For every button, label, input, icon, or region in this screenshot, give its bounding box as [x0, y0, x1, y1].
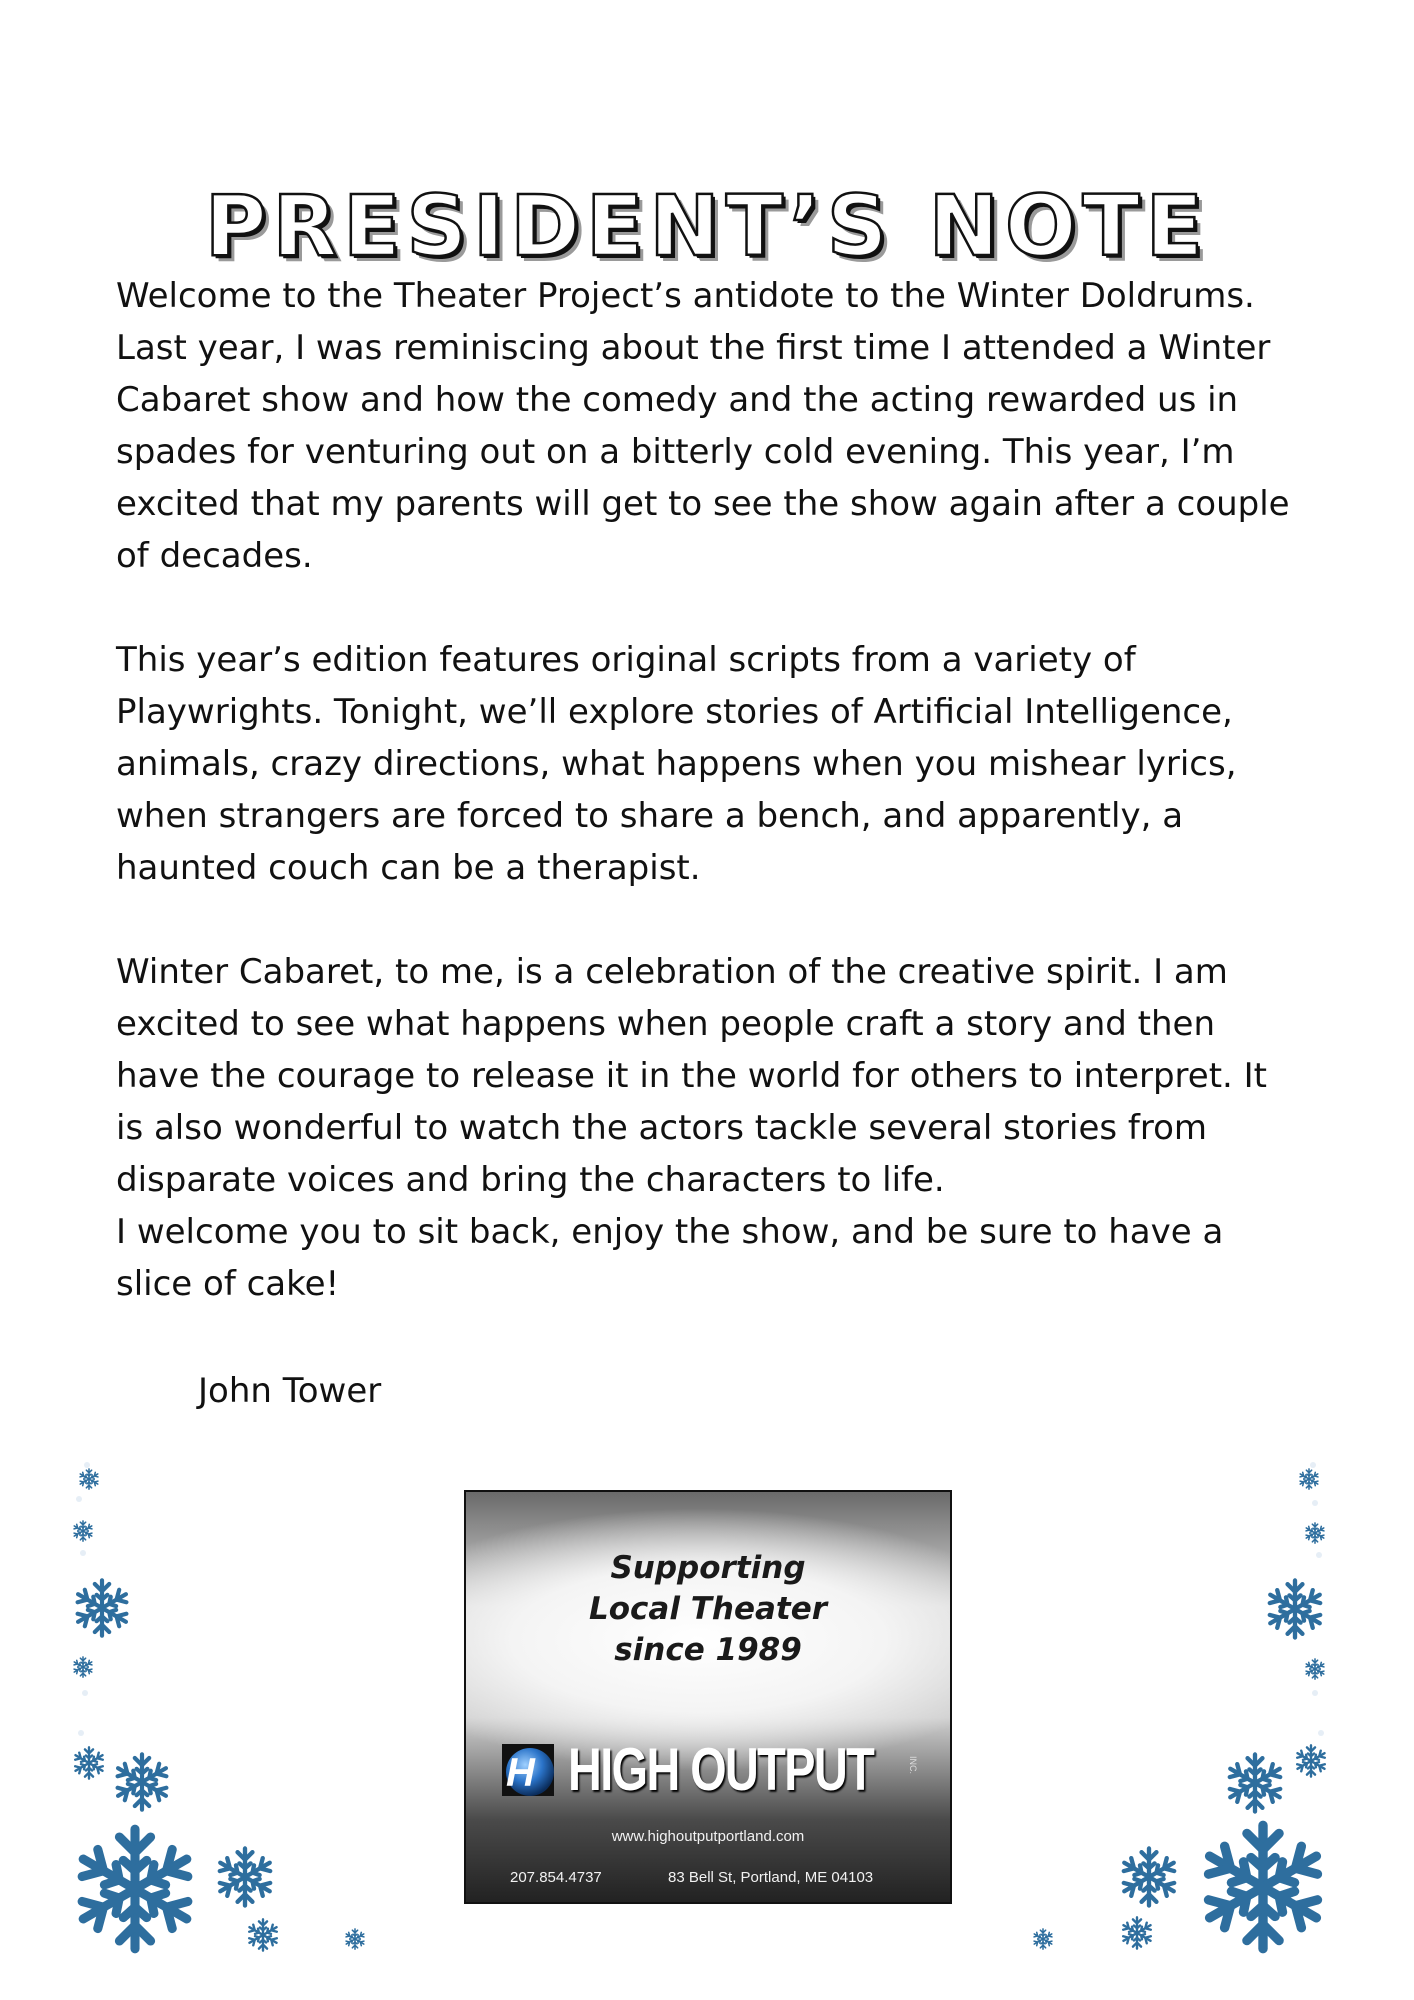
- letter-body: [116, 270, 1336, 1310]
- snow-dot: [1318, 1730, 1324, 1736]
- ad-tagline-line-2: Local Theater: [588, 1591, 828, 1627]
- paragraph-celebration: Winter Cabaret, to me, is a celebration of the creative spirit. I am excited to see what happens when people craft a story and then have the courage to release it in the world for others to interpret. It is also wonderful to watch the actors tackle several stories from disparate voices and bring the characters to life. I welcome you to sit back, enjoy the show, and be sure to have a slice of cake!: [116, 952, 1268, 1304]
- snowflake-icon: [72, 1578, 132, 1638]
- high-output-advertisement: [464, 1490, 952, 1904]
- snow-dot: [84, 1462, 90, 1468]
- snow-dot: [80, 1550, 86, 1556]
- snow-dot: [1312, 1500, 1318, 1506]
- snowflake-icon: [1264, 1578, 1326, 1640]
- snowflake-icon: [72, 1520, 94, 1542]
- snowflake-icon: [1224, 1752, 1286, 1814]
- snow-dot: [1312, 1690, 1318, 1696]
- snowflake-icon: [1294, 1744, 1328, 1778]
- snow-dot: [82, 1690, 88, 1696]
- snowflake-icon: [1196, 1820, 1330, 1954]
- ad-tagline-line-1: Supporting: [610, 1550, 806, 1586]
- high-output-logo: [500, 1736, 930, 1803]
- snowflake-icon: [78, 1468, 100, 1490]
- page-title: PRESIDENT’S NOTE: [204, 177, 1210, 276]
- paragraph-welcome: Welcome to the Theater Project’s antidote to the Winter Doldrums. Last year, I was reminiscing about the first time I attended a Winter Cabaret show and how the comedy and the acting rewarded us in spades for venturing out on a bitterly cold evening. This year, I’m excited that my parents will get to see the show again after a couple of decades.: [116, 276, 1290, 576]
- snowflake-icon: [1304, 1522, 1326, 1544]
- snowflake-icon: [1118, 1846, 1180, 1908]
- high-output-logo-mark-icon: [500, 1742, 556, 1798]
- snowflake-icon: [70, 1824, 200, 1954]
- paragraph-gap: [116, 582, 1336, 634]
- paragraph-gap: [116, 894, 1336, 946]
- snow-dot: [76, 1496, 82, 1502]
- snow-dot: [1316, 1552, 1322, 1558]
- snowflake-icon: [246, 1918, 280, 1952]
- snow-dot: [1310, 1462, 1316, 1468]
- snowflake-icon: [112, 1752, 172, 1812]
- snow-dot: [78, 1730, 84, 1736]
- ad-brand-suffix: INC.: [908, 1756, 918, 1774]
- snowflake-icon: [1298, 1468, 1320, 1490]
- snowflake-icon: [72, 1746, 106, 1780]
- ad-tagline-line-3: since 1989: [614, 1632, 802, 1668]
- paragraph-edition: This year’s edition features original scripts from a variety of Playwrights. Tonight, we’ll explore stories of Artificial Intelligence, animals, crazy directions, what happens when you mishear lyrics, when strangers are forced to share a bench, and apparently, a haunted couch can be a therapist.: [116, 640, 1237, 888]
- snowflake-icon: [344, 1928, 366, 1950]
- snowflake-icon: [72, 1656, 94, 1678]
- snowflake-icon: [1120, 1916, 1154, 1950]
- ad-brand-name: HIGH OUTPUT: [568, 1736, 874, 1803]
- signature: John Tower: [198, 1371, 382, 1411]
- ad-website: www.highoutputportland.com: [611, 1828, 805, 1845]
- snowflake-icon: [214, 1846, 276, 1908]
- logo-letter: H: [506, 1751, 535, 1795]
- snowflake-icon: [1032, 1928, 1054, 1950]
- ad-phone: 207.854.4737: [510, 1869, 602, 1886]
- ad-address: 83 Bell St, Portland, ME 04103: [668, 1869, 874, 1886]
- snowflake-icon: [1304, 1658, 1326, 1680]
